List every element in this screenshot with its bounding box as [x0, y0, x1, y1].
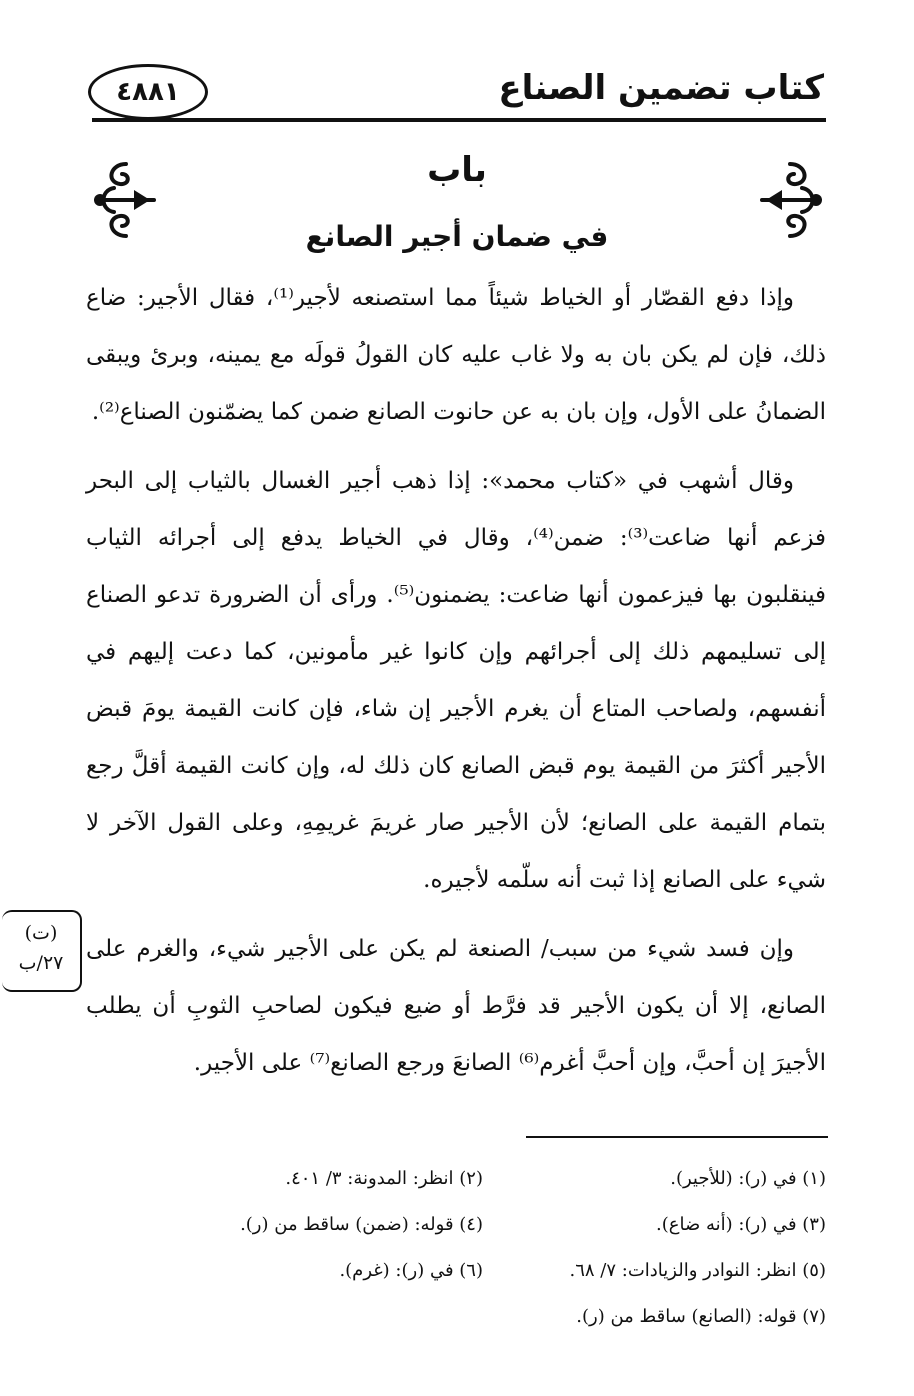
- paragraph: وقال أشهب في «كتاب محمد»: إذا ذهب أجير الغسال بالثياب إلى البحر فزعم أنها ضاعت⁽³⁾: ضمن⁽⁴⁾، وقال في الخياط يدفع إلى أجرائه الثياب فينقلبون بها فيزعمون أنها ضاعت: يضمنون⁽⁵⁾. ورأى أن الضرورة تدعو الصناع إلى تسليمهم ذلك إلى أجرائهم وإن كانوا غير مأمونين، كما دعت إليهم في أنفسهم، ولصاحب المتاع أن يغرم الأجير إن شاء، فإن كانت القيمة يومَ قبض الأجير أكثرَ من القيمة يوم قبض الصانع كان ذلك له، وإن كانت القيمة أقلَّ رجع بتمام القيمة على الصانع؛ لأن الأجير صار غريمَ غريمِهِ، وعلى القول الآخر لا شيء على الصانع إذا ثبت أنه سلّمه لأجيره.: [86, 468, 827, 893]
- footnote: (٧) قوله: (الصانع) ساقط من (ر).: [576, 1306, 826, 1327]
- folio-number: ٢٧/ب: [18, 952, 64, 974]
- footnote-row: [140, 1156, 826, 1202]
- header-rule: [92, 118, 826, 122]
- footnote: (٤) قوله: (ضمن) ساقط من (ر).: [240, 1214, 483, 1235]
- paragraph: وإن فسد شيء من سبب/ الصنعة لم يكن على الأجير شيء، والغرم على الصانع، إلا أن يكون الأجير قد فرَّط أو ضيع فيكون لصاحبِ الثوبِ أن يطلب الأجيرَ إن أحبَّ، وإن أحبَّ أغرم⁽⁶⁾ الصانعَ ورجع الصانع⁽⁷⁾ على الأجير.: [86, 936, 826, 1076]
- footnote-row: [140, 1248, 826, 1294]
- footnote-separator: [526, 1136, 828, 1138]
- page-number-badge: [88, 64, 208, 120]
- page-number: ٤٨٨١: [116, 77, 180, 107]
- folio-siglum: (ت): [24, 922, 58, 944]
- footnote-row: [140, 1202, 826, 1248]
- manuscript-folio-note: [2, 910, 82, 992]
- footnote: (٥) انظر: النوادر والزيادات: ٧/ ٦٨.: [569, 1260, 826, 1281]
- chapter-subtitle: في ضمان أجير الصانع: [305, 220, 609, 253]
- main-text: [86, 270, 826, 1104]
- footnote: (٦) في (ر): (غرم).: [339, 1260, 483, 1281]
- paragraph: وإذا دفع القصّار أو الخياط شيئاً مما استصنعه لأجير⁽¹⁾، فقال الأجير: ضاع ذلك، فإن لم يكن بان به ولا غاب عليه كان القولُ قولَه مع يمينه، وبرئ ويبقى الضمانُ على الأول، وإن بان به عن حانوت الصانع ضمن كما يضمّنون الصناع⁽²⁾.: [86, 285, 826, 425]
- chapter-heading: باب: [427, 150, 487, 190]
- footnote: (٣) في (ر): (أنه ضاع).: [656, 1214, 826, 1235]
- footnote: (١) في (ر): (للأجير).: [670, 1168, 826, 1189]
- footnotes: [140, 1156, 826, 1340]
- running-header-title: كتاب تضمين الصناع: [498, 68, 824, 108]
- footnote: (٢) انظر: المدونة: ٣/ ٤٠١.: [285, 1168, 483, 1189]
- footnote-row: [140, 1294, 826, 1340]
